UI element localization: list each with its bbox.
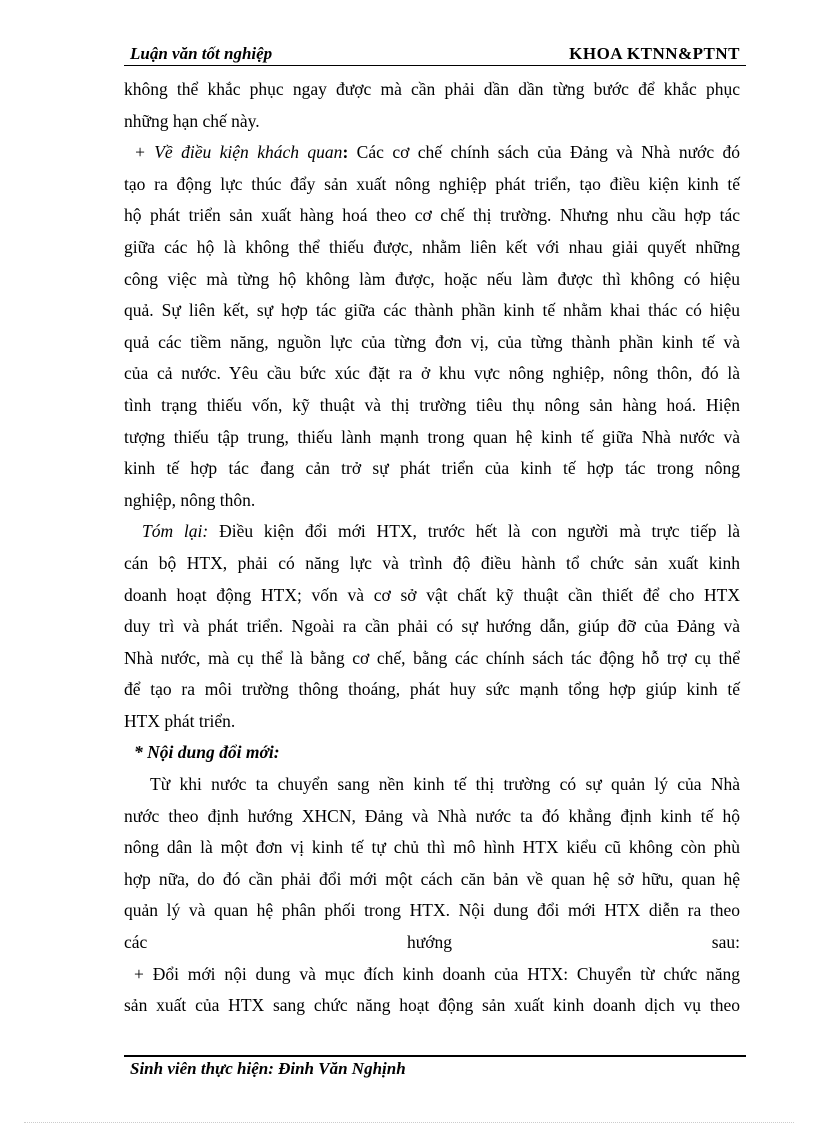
footer-divider — [124, 1055, 746, 1057]
body-line: hợp nữa, do đó cần phải đổi mới một cách căn bản về quan hệ sở hữu, quan hệ — [124, 868, 740, 889]
body-line: + Đổi mới nội dung và mục đích kinh doanh của HTX: Chuyển từ chức năng — [134, 963, 740, 984]
body-line: kinh tế hợp tác đang cản trở sự phát triển của kinh tế hợp tác trong nông — [124, 458, 740, 479]
body-line: tượng thiếu tập trung, thiếu lành mạnh trong quan hệ kinh tế giữa Nhà nước và — [124, 426, 740, 447]
body-line: giữa các hộ là không thể thiếu được, nhằm liên kết với nhau giải quyết những — [124, 236, 740, 257]
header-faculty: KHOA KTNN&PTNT — [569, 44, 740, 63]
body-line: tạo ra động lực thúc đẩy sản xuất nông nghiệp phát triển, tạo điều kiện kinh tế — [124, 173, 740, 194]
body-line: cán bộ HTX, phải có năng lực và trình độ điều hành tổ chức sản xuất kinh — [124, 552, 740, 573]
body-line: nghiệp, nông thôn. — [124, 489, 256, 510]
body-line: sản xuất của HTX sang chức năng hoạt động sản xuất kinh doanh dịch vụ theo — [124, 995, 740, 1016]
footer-student: Sinh viên thực hiện: Đinh Văn Nghịnh — [130, 1059, 406, 1078]
body-line: tình trạng thiếu vốn, kỹ thuật và thị trường tiêu thụ nông sản hàng hoá. Hiện — [124, 394, 740, 415]
body-line: quả các tiềm năng, nguồn lực của từng đơn vị, của từng thành phần kinh tế và — [124, 331, 740, 352]
body-line: quản lý và quan hệ phân phối trong HTX. Nội dung đổi mới HTX diễn ra theo — [124, 900, 740, 921]
page-header — [124, 44, 746, 66]
body-line: những hạn chế này. — [124, 110, 260, 131]
spread-line: các hướng sau: — [124, 932, 740, 953]
summary-paragraph-start: Tóm lại: Điều kiện đổi mới HTX, trước hết là con người mà trực tiếp là — [142, 521, 740, 542]
body-line: không thể khắc phục ngay được mà cần phải dần dần từng bước để khắc phục — [124, 79, 740, 99]
header-divider — [124, 65, 746, 66]
body-line: Từ khi nước ta chuyển sang nền kinh tế thị trường có sự quản lý của Nhà — [150, 774, 740, 795]
body-line: nước theo định hướng XHCN, Đảng và Nhà nước ta đó khẳng định kinh tế hộ — [124, 805, 740, 826]
body-line: Nhà nước, mà cụ thể là bằng cơ chế, bằng các chính sách tác động hỗ trợ cụ thể — [124, 647, 740, 668]
section-heading-content: * Nội dung đổi mới: — [134, 742, 280, 763]
body-line: của cả nước. Yêu cầu bức xúc đặt ra ở khu vực nông nghiệp, nông thôn, đó là — [124, 363, 740, 384]
body-line: quả. Sự liên kết, sự hợp tác giữa các thành phần kinh tế nhằm khai thác có hiệu — [124, 300, 740, 321]
header-thesis-title: Luận văn tốt nghiệp — [130, 44, 273, 63]
body-line: duy trì và phát triển. Ngoài ra cần phải có sự hướng dẫn, giúp đỡ của Đảng và — [124, 616, 740, 637]
objective-conditions-heading: + Về điều kiện khách quan — [134, 142, 343, 163]
document-body — [124, 74, 740, 1022]
body-line: nông dân là một đơn vị kinh tế tự chủ thì mô hình HTX kiểu cũ không còn phù — [124, 837, 740, 858]
body-line: doanh hoạt động HTX; vốn và cơ sở vật chất kỹ thuật cần thiết để cho HTX — [124, 584, 740, 605]
body-line: công việc mà từng hộ không làm được, hoặc nếu làm được thì không có hiệu — [124, 268, 740, 289]
summary-label: Tóm lại: — [142, 521, 209, 542]
objective-conditions-paragraph-start: + Về điều kiện khách quan: Các cơ chế chính sách của Đảng và Nhà nước đó — [134, 142, 741, 163]
body-line: hộ phát triển sản xuất hàng hoá theo cơ chế thị trường. Nhưng nhu cầu hợp tác — [124, 205, 740, 226]
body-line: HTX phát triển. — [124, 710, 236, 731]
body-line: để tạo ra môi trường thông thoáng, phát huy sức mạnh tổng hợp giúp kinh tế — [124, 679, 740, 700]
